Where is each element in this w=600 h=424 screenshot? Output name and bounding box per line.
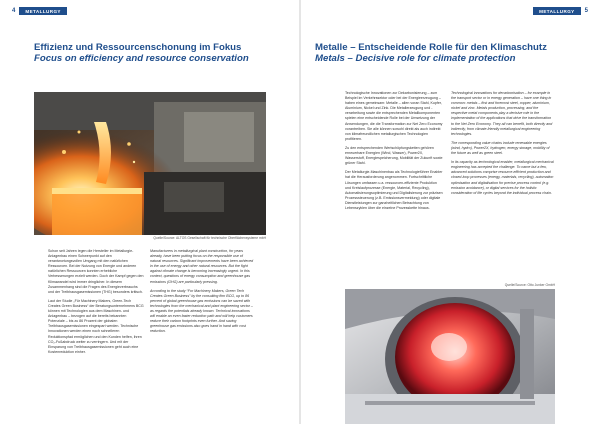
section-tag: METALLURGY: [19, 7, 67, 15]
section-tag: METALLURGY: [533, 7, 581, 15]
induction-furnace-photo: [345, 289, 555, 424]
left-col-english: [150, 249, 254, 339]
page-number: 5: [584, 8, 588, 14]
page-number: 4: [12, 8, 16, 14]
right-title-de: Metalle – Entscheidende Rolle für den Klimaschutz: [315, 42, 547, 53]
right-page-header: [301, 0, 600, 22]
left-page: [0, 0, 299, 424]
left-title-en: Focus on efficiency and resource conservation: [34, 53, 249, 64]
right-col-german: [345, 91, 443, 215]
right-title-block: [315, 42, 580, 64]
left-title-de: Effizienz und Ressourcenschonung im Fokus: [34, 42, 242, 53]
paragraph: Schon seit Jahren legen die Hersteller im Metallurgie-Anlagenbau einen Schwerpunkt auf den verantwortungsvollen Umgang mit den natürlichen Ressourcen. Bei der Nutzung von Energie und anderen natürlichen Ressourcen konnten erhebliche Verbesserungen erzielt werden. Doch der Kampf gegen den Klimawandel wird immer dringlicher. In diesem Zusammenhang sind die Fragen des Energieverbrauchs und der Treibhausgasemissionen (THG) besonders kritisch.: [48, 249, 144, 294]
paragraph: Technologische Innovationen zur Dekarbonisierung – zum Beispiel im Verkehrssektor oder bei der Energieerzeugung – haben eines gemeinsam: Metalle – allen voran Stahl, Kupfer, Aluminium, Nickel und Zink. Die Metallerzeugung und -verarbeitung sowie die entsprechenden Metallkomponenten spielen eine entscheidende Rolle bei der Umsetzung der Anwendungen, die die Transformation zur Net Zero Economy vorantreiben. Sie alle können sowohl direkt als auch indirekt von klimafreundlichen metallurgischen Technologien profitieren.: [345, 91, 443, 141]
paragraph: According to the study “For Machinery Makers, Green Tech Creates Green Business” by the consulting firm BCG, up to 86 percent of global greenhouse gas emissions can be saved with technologies from the mechanical and plant engineering sector – as regards the potentials already known. Technical innovations will enable an even faster reduction path and will help customers reduce their carbon footprints even further. And saving greenhouse gas emissions also goes hand in hand with cost reduction.: [150, 288, 253, 334]
furnace-photo: [34, 92, 266, 235]
paragraph: Zu den entsprechenden Wertschöpfungsketten gehören erneuerbare Energien (Wind, Wasser), Power2X, Wasserstoff, Energiespeicherung, Mobilität der Zukunft sowie grüner Stahl.: [345, 145, 443, 166]
right-col-english: [451, 91, 555, 200]
left-col-german: [48, 249, 144, 359]
paragraph: The corresponding value chains include renewable energies (wind, hydro), Power2X, hydrogen, energy storage, mobility of the future as well as green steel.: [451, 140, 550, 156]
paragraph: Technological innovations for decarbonisation – for example in the transport sector or in energy generation – have one thing in common: metals – first and foremost steel, copper, aluminium, nickel and zinc. Metals production, processing, and the respective metal components play a decisive role in the implementation of the applications that drive the transformation to the Net Zero Economy. They all can benefit, both directly and indirectly, from climate-friendly metallurgical engineering technologies.: [451, 91, 553, 136]
right-title-en: Metals – Decisive role for climate protection: [315, 53, 516, 64]
left-page-header: [0, 0, 299, 22]
paragraph: Manufacturers in metallurgical plant construction, for years already, have been putting focus on the responsible use of natural resources. Significant improvements have been achieved in the use of energy and other natural resources. But the fight against climate change is becoming increasingly urgent. In this context, questions of energy consumption and greenhouse gas emissions (GHG) are particularly pressing.: [150, 249, 254, 284]
paragraph: In its capacity as technological enabler, metallurgical mechanical engineering has accepted the challenge. To name but a few, advanced solutions comprise resource-efficient production and closed-loop processes (energy, materials, recycling), automation optimisation and digitalisation for precise process control (e.g. emission avoidance), or digital services for the holistic consideration of life cycles beyond the individual process chain.: [451, 160, 554, 195]
paragraph: Laut der Studie „Für Machinery Makers, Green-Tech Creates Green Business“ der Beratungsunternehmens BCG können mit Technologien aus dem Maschinen- und Anlagenbau – bezogen auf die bereits bekannten Potenziale – bis zu 86 Prozent der globalen Treibhausgasemissionen eingespart werden. Technische Innovationen werden einen noch schnelleren Reduktionspfad ermöglichen und den Kunden helfen, ihren CO₂-Fußabdruck weiter zu verringern. Und mit der Einsparung von Treibhausgasemissionen geht auch eine Kostenreduktion einher.: [48, 298, 144, 354]
right-page: [301, 0, 600, 424]
paragraph: Der Metallurgie-Maschinenbau als Technologieführer Enabler hat die Herausforderung angenommen. Fortschrittliche Lösungen umfassen u.a. ressourcen-effiziente Produktion und Kreislaufprozesse (Energie, Material, Recycling), Automatisierungsoptimierung und Digitalisierung zur präzisen Prozesssteuerung (z.B. Emissionsvermeidung) oder digitale Dienstleistungen zur ganzheitlichen Betrachtung von Lebenszyklen über die einzelne Prozesskette hinaus.: [345, 170, 443, 210]
right-photo-caption: Quelle/Source: Otto Junker GmbH: [504, 283, 555, 287]
left-title-block: [34, 42, 285, 64]
left-photo-caption: Quelle/Source: ALTOS Gesellschaft für technische Oberflächensysteme mbH: [153, 236, 266, 240]
